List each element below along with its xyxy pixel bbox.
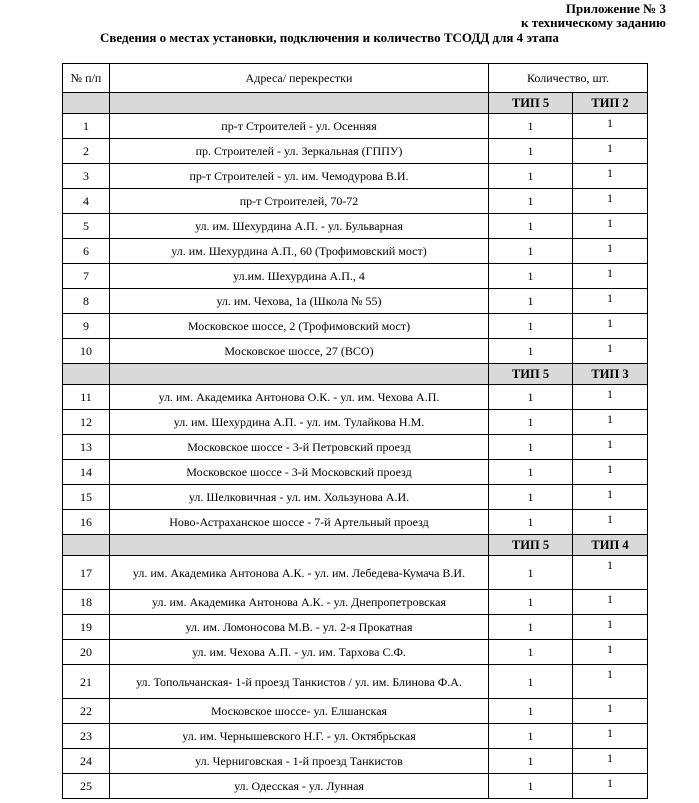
row-quantity-b: 1: [573, 189, 648, 214]
row-number: 12: [63, 410, 110, 435]
row-address: ул. им. Ломоносова М.В. - ул. 2-я Прокатная: [110, 615, 489, 640]
row-quantity-a: 1: [489, 114, 573, 139]
row-quantity-b: 1: [573, 289, 648, 314]
type-label-b: ТИП 3: [573, 364, 648, 385]
row-quantity-b: 1: [573, 749, 648, 774]
table-row: [63, 485, 648, 510]
row-address: ул. Шелковичная - ул. им. Хользунова А.И.: [110, 485, 489, 510]
table-row: [63, 139, 648, 164]
row-quantity-b: 1: [573, 239, 648, 264]
row-quantity-a: 1: [489, 189, 573, 214]
row-quantity-a: 1: [489, 385, 573, 410]
group-spacer: [110, 364, 489, 385]
table-row: [63, 774, 648, 799]
table-row: [63, 435, 648, 460]
column-header-address: Адреса/ перекрестки: [110, 64, 489, 93]
row-address: ул. им. Шехурдина А.П. - ул. Бульварная: [110, 214, 489, 239]
row-quantity-b: 1: [573, 385, 648, 410]
row-number: 6: [63, 239, 110, 264]
row-number: 15: [63, 485, 110, 510]
row-number: 1: [63, 114, 110, 139]
row-number: 22: [63, 699, 110, 724]
table-row: [63, 314, 648, 339]
group-spacer: [63, 93, 110, 114]
row-number: 24: [63, 749, 110, 774]
row-quantity-a: 1: [489, 139, 573, 164]
table-row: [63, 239, 648, 264]
row-quantity-a: 1: [489, 615, 573, 640]
row-quantity-a: 1: [489, 749, 573, 774]
row-number: 23: [63, 724, 110, 749]
row-quantity-a: 1: [489, 214, 573, 239]
column-header-number: № п/п: [63, 64, 110, 93]
row-quantity-a: 1: [489, 314, 573, 339]
row-address: ул. им. Чехова, 1а (Школа № 55): [110, 289, 489, 314]
table-row: [63, 289, 648, 314]
group-spacer: [110, 93, 489, 114]
row-number: 20: [63, 640, 110, 665]
row-number: 10: [63, 339, 110, 364]
row-address: пр-т Строителей - ул. Осенняя: [110, 114, 489, 139]
row-number: 4: [63, 189, 110, 214]
table-row: [63, 699, 648, 724]
row-address: Ново-Астраханское шоссе - 7-й Артельный проезд: [110, 510, 489, 535]
row-quantity-a: 1: [489, 289, 573, 314]
table-row: [63, 339, 648, 364]
row-address: Московское шоссе- ул. Елшанская: [110, 699, 489, 724]
row-quantity-b: 1: [573, 556, 648, 590]
row-address: ул. им. Шехурдина А.П. - ул. им. Тулайкова Н.М.: [110, 410, 489, 435]
row-quantity-a: 1: [489, 774, 573, 799]
row-number: 19: [63, 615, 110, 640]
table-row: [63, 189, 648, 214]
row-quantity-a: 1: [489, 699, 573, 724]
row-quantity-a: 1: [489, 640, 573, 665]
row-quantity-a: 1: [489, 510, 573, 535]
row-number: 9: [63, 314, 110, 339]
row-address: ул. им. Академика Антонова А.К. - ул. Днепропетровская: [110, 590, 489, 615]
row-quantity-b: 1: [573, 164, 648, 189]
table-row: [63, 640, 648, 665]
row-number: 16: [63, 510, 110, 535]
row-quantity-a: 1: [489, 410, 573, 435]
row-quantity-b: 1: [573, 590, 648, 615]
table-row: [63, 264, 648, 289]
row-number: 17: [63, 556, 110, 590]
type-label-a: ТИП 5: [489, 93, 573, 114]
table-row: [63, 615, 648, 640]
type-group-row: [63, 535, 648, 556]
row-quantity-b: 1: [573, 510, 648, 535]
row-quantity-a: 1: [489, 460, 573, 485]
row-address: пр-т Строителей, 70-72: [110, 189, 489, 214]
table-row: [63, 556, 648, 590]
table-header-row: [63, 64, 648, 93]
row-number: 7: [63, 264, 110, 289]
row-quantity-b: 1: [573, 435, 648, 460]
row-address: ул. им. Академика Антонова О.К. - ул. им. Чехова А.П.: [110, 385, 489, 410]
row-quantity-b: 1: [573, 640, 648, 665]
row-quantity-a: 1: [489, 239, 573, 264]
row-quantity-a: 1: [489, 164, 573, 189]
row-quantity-b: 1: [573, 264, 648, 289]
row-number: 5: [63, 214, 110, 239]
type-group-row: [63, 93, 648, 114]
row-address: ул.им. Шехурдина А.П., 4: [110, 264, 489, 289]
row-number: 8: [63, 289, 110, 314]
table-row: [63, 385, 648, 410]
row-address: ул. Топольчанская- 1-й проезд Танкистов / ул. им. Блинова Ф.А.: [110, 665, 489, 699]
row-quantity-b: 1: [573, 114, 648, 139]
group-spacer: [110, 535, 489, 556]
table-row: [63, 214, 648, 239]
row-number: 11: [63, 385, 110, 410]
type-group-row: [63, 364, 648, 385]
row-number: 3: [63, 164, 110, 189]
row-quantity-a: 1: [489, 724, 573, 749]
row-quantity-b: 1: [573, 410, 648, 435]
row-address: ул. им. Шехурдина А.П., 60 (Трофимовский мост): [110, 239, 489, 264]
row-number: 21: [63, 665, 110, 699]
table-row: [63, 590, 648, 615]
row-quantity-a: 1: [489, 264, 573, 289]
row-number: 13: [63, 435, 110, 460]
type-label-a: ТИП 5: [489, 364, 573, 385]
table-row: [63, 724, 648, 749]
row-quantity-a: 1: [489, 590, 573, 615]
table-row: [63, 164, 648, 189]
row-quantity-a: 1: [489, 339, 573, 364]
table-row: [63, 114, 648, 139]
row-address: Московское шоссе - 3-й Петровский проезд: [110, 435, 489, 460]
spec-reference: к техническому заданию: [520, 15, 666, 30]
document-title: Сведения о местах установки, подключения и количество ТСОДД для 4 этапа: [100, 30, 559, 45]
row-quantity-b: 1: [573, 724, 648, 749]
row-quantity-b: 1: [573, 460, 648, 485]
row-address: ул. им. Чернышевского Н.Г. - ул. Октябрьская: [110, 724, 489, 749]
row-quantity-b: 1: [573, 214, 648, 239]
table-row: [63, 460, 648, 485]
row-quantity-b: 1: [573, 485, 648, 510]
type-label-a: ТИП 5: [489, 535, 573, 556]
type-label-b: ТИП 2: [573, 93, 648, 114]
row-address: ул. им. Академика Антонова А.К. - ул. им. Лебедева-Кумача В.И.: [110, 556, 489, 590]
row-number: 2: [63, 139, 110, 164]
row-address: Московское шоссе, 27 (ВСО): [110, 339, 489, 364]
row-address: Московское шоссе - 3-й Московский проезд: [110, 460, 489, 485]
row-quantity-b: 1: [573, 139, 648, 164]
table-row: [63, 410, 648, 435]
row-number: 25: [63, 774, 110, 799]
table-row: [63, 749, 648, 774]
type-label-b: ТИП 4: [573, 535, 648, 556]
row-quantity-b: 1: [573, 339, 648, 364]
row-quantity-a: 1: [489, 435, 573, 460]
row-number: 18: [63, 590, 110, 615]
table-row: [63, 510, 648, 535]
table-row: [63, 665, 648, 699]
row-number: 14: [63, 460, 110, 485]
installations-table: [62, 63, 648, 799]
row-address: ул. Черниговская - 1-й проезд Танкистов: [110, 749, 489, 774]
row-quantity-a: 1: [489, 485, 573, 510]
row-address: ул. Одесская - ул. Лунная: [110, 774, 489, 799]
row-quantity-b: 1: [573, 615, 648, 640]
row-quantity-b: 1: [573, 665, 648, 699]
row-address: ул. им. Чехова А.П. - ул. им. Тархова С.Ф.: [110, 640, 489, 665]
row-address: пр-т Строителей - ул. им. Чемодурова В.И.: [110, 164, 489, 189]
column-header-quantity: Количество, шт.: [489, 64, 648, 93]
row-quantity-b: 1: [573, 699, 648, 724]
appendix-label: Приложение № 3: [565, 1, 666, 16]
row-quantity-a: 1: [489, 665, 573, 699]
group-spacer: [63, 364, 110, 385]
row-address: пр. Строителей - ул. Зеркальная (ГППУ): [110, 139, 489, 164]
group-spacer: [63, 535, 110, 556]
row-quantity-b: 1: [573, 314, 648, 339]
row-quantity-b: 1: [573, 774, 648, 799]
row-address: Московское шоссе, 2 (Трофимовский мост): [110, 314, 489, 339]
row-quantity-a: 1: [489, 556, 573, 590]
